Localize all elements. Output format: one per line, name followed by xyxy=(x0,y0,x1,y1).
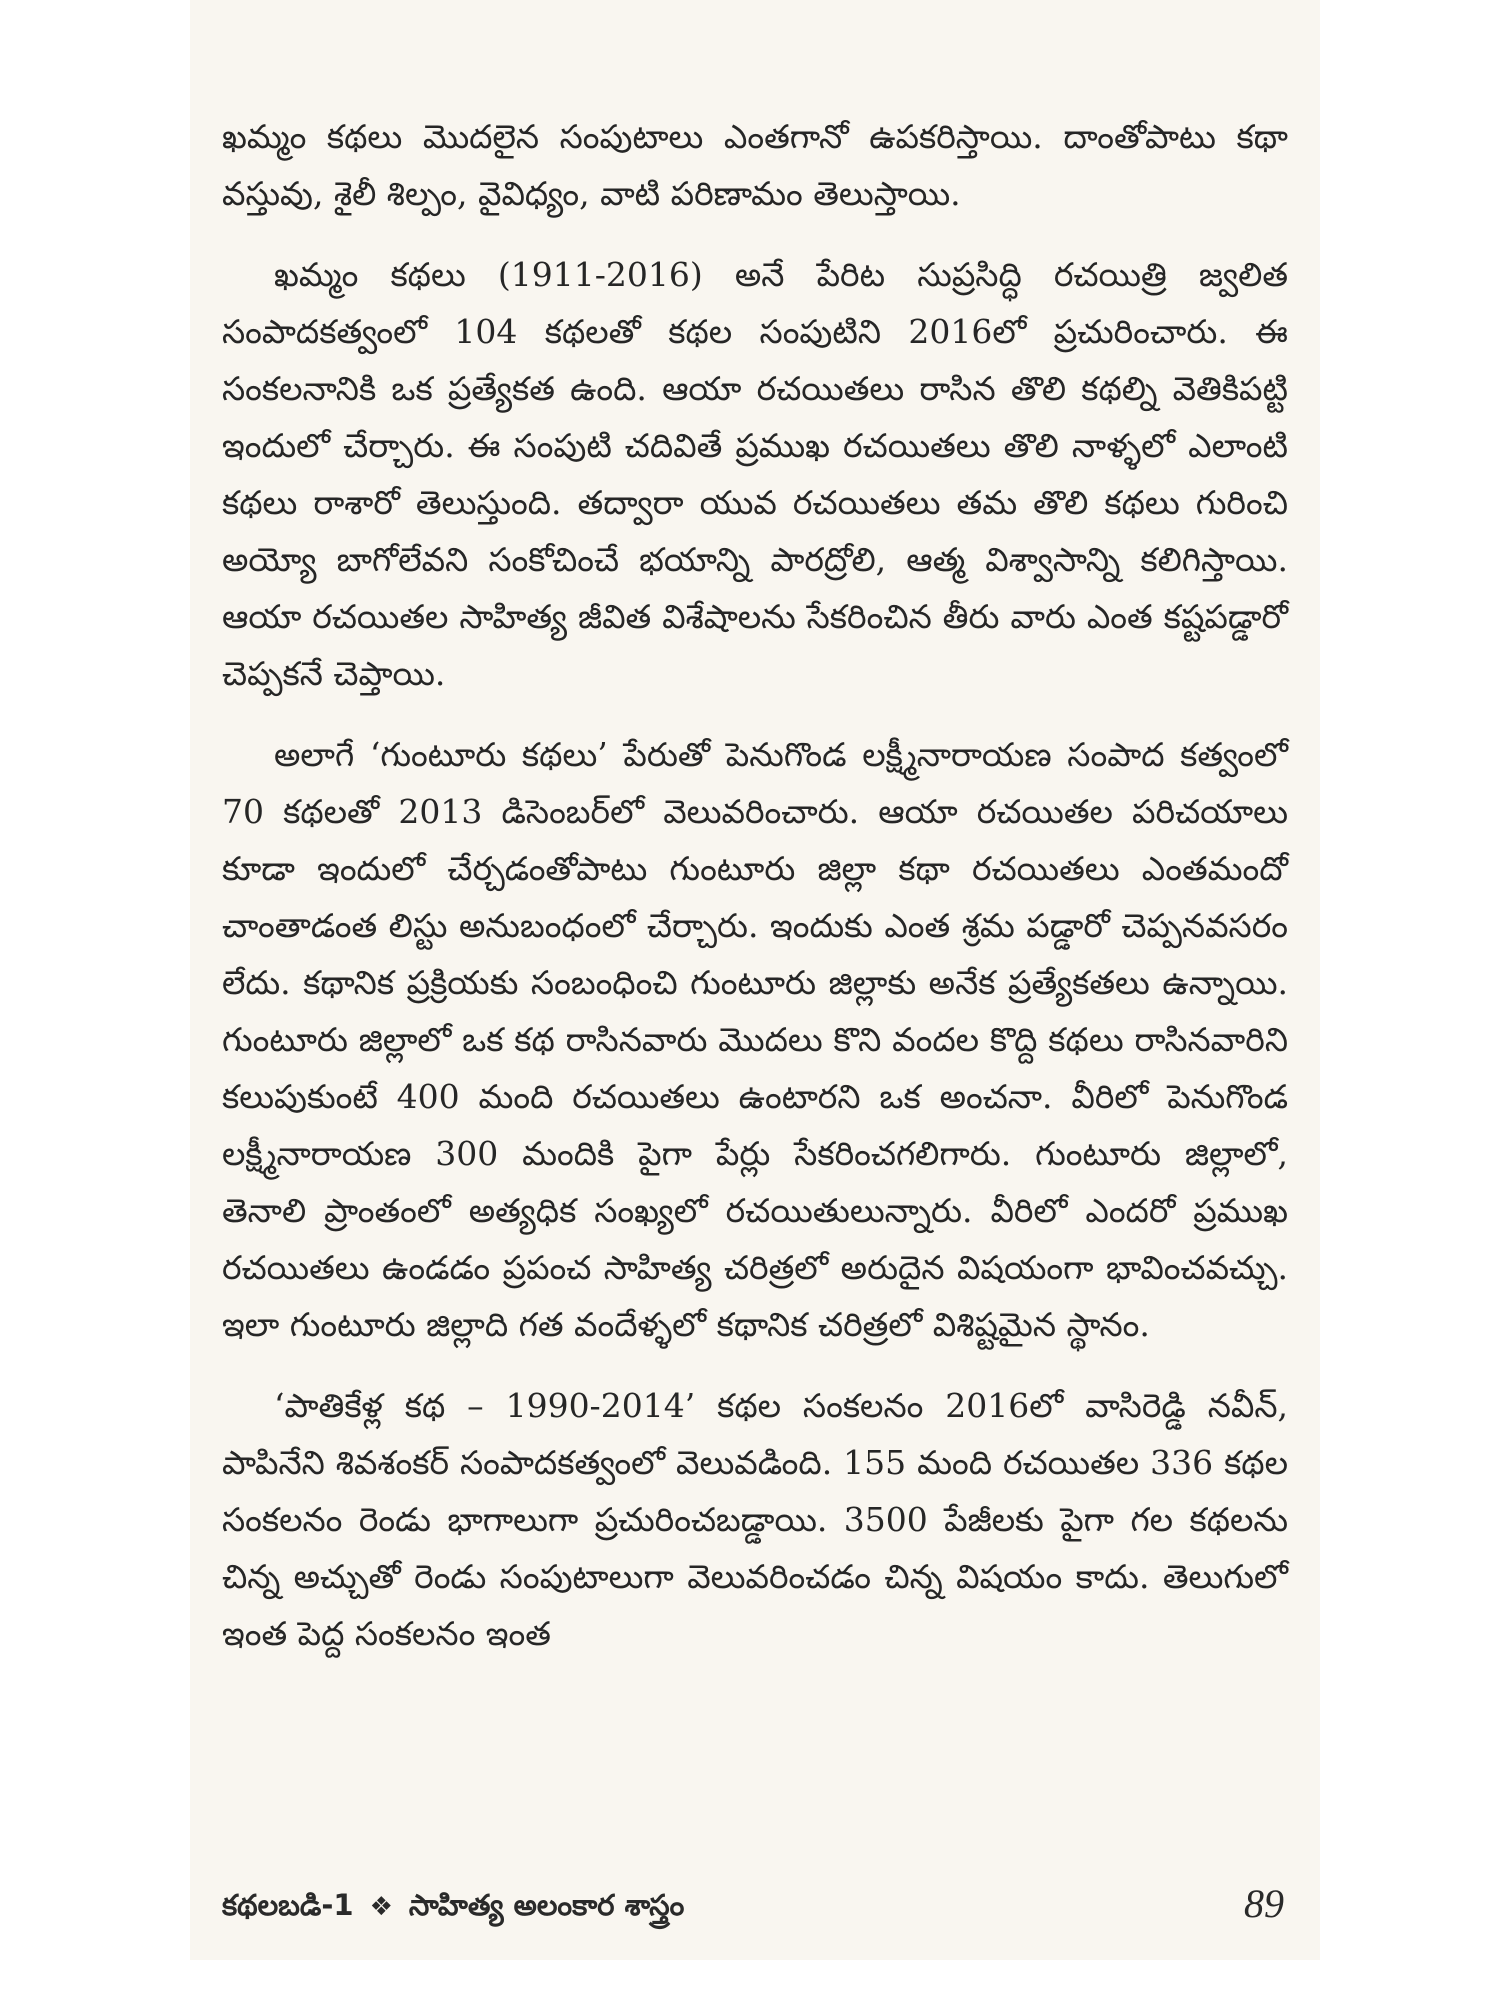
page-body xyxy=(222,108,1288,1686)
page-footer xyxy=(222,1880,1288,1940)
page-number: 89 xyxy=(1244,1881,1284,1926)
running-footer xyxy=(222,1888,684,1930)
paragraph-guntur-kathalu: అలాగే ‘గుంటూరు కథలు’ పేరుతో పెనుగొండ లక్ష్మీనారాయణ సంపాద కత్వంలో 70 కథలతో 2013 డిసెంబర్‌లో వెలువరించారు. ఆయా రచయితల పరిచయాలు కూడా ఇందులో చేర్చడంతోపాటు గుంటూరు జిల్లా కథా రచయితలు ఎంతమందో చాంతాడంత లిస్టు అనుబంధంలో చేర్చారు. ఇందుకు ఎంత శ్రమ పడ్డారో చెప్పనవసరం లేదు. కథానిక ప్రక్రియకు సంబంధించి గుంటూరు జిల్లాకు అనేక ప్రత్యేకతలు ఉన్నాయి. గుంటూరు జిల్లాలో ఒక కథ రాసినవారు మొదలు కొని వందల కొద్ది కథలు రాసినవారిని కలుపుకుంటే 400 మంది రచయితలు ఉంటారని ఒక అంచనా. వీరిలో పెనుగొండ లక్ష్మీనారాయణ 300 మందికి పైగా పేర్లు సేకరించగలిగారు. గుంటూరు జిల్లాలో, తెనాలి ప్రాంతంలో అత్యధిక సంఖ్యలో రచయితులున్నారు. వీరిలో ఎందరో ప్రముఖ రచయితలు ఉండడం ప్రపంచ సాహిత్య చరిత్రలో అరుదైన విషయంగా భావించవచ్చు. ఇలా గుంటూరు జిల్లాది గత వందేళ్ళలో కథానిక చరిత్రలో విశిష్టమైన స్థానం. xyxy=(222,735,1288,1344)
chapter-title: సాహిత్య అలంకార శాస్త్రం xyxy=(408,1888,685,1922)
book-title: కథలబడి-1 xyxy=(222,1888,354,1922)
paragraph-continuation: ఖమ్మం కథలు మొదలైన సంపుటాలు ఎంతగానో ఉపకరిస్తాయి. దాంతోపాటు కథా వస్తువు, శైలీ శిల్పం, వైవిధ్యం, వాటి పరిణామం తెలుస్తాయి. xyxy=(222,117,1288,213)
separator-ornament-icon: ❖ xyxy=(369,1892,393,1922)
paragraph-khammam-kathalu: ఖమ్మం కథలు (1911-2016) అనే పేరిట సుప్రసిద్ధి రచయిత్రి జ్వలిత సంపాదకత్వంలో 104 కథలతో కథల సంపుటిని 2016లో ప్రచురించారు. ఈ సంకలనానికి ఒక ప్రత్యేకత ఉంది. ఆయా రచయితలు రాసిన తొలి కథల్ని వెతికిపట్టి ఇందులో చేర్చారు. ఈ సంపుటి చదివితే ప్రముఖ రచయితలు తొలి నాళ్ళలో ఎలాంటి కథలు రాశారో తెలుస్తుంది. తద్వారా యువ రచయితలు తమ తొలి కథలు గురించి అయ్యో బాగోలేవని సంకోచించే భయాన్ని పారద్రోలి, ఆత్మ విశ్వాసాన్ని కలిగిస్తాయి. ఆయా రచయితల సాహిత్య జీవిత విశేషాలను సేకరించిన తీరు వారు ఎంత కష్టపడ్డారో చెప్పకనే చెప్తాయి. xyxy=(222,255,1288,693)
paragraph-patikella-katha: ‘పాతికేళ్ల కథ – 1990-2014’ కథల సంకలనం 2016లో వాసిరెడ్డి నవీన్, పాపినేని శివశంకర్ సంపాదకత్వంలో వెలువడింది. 155 మంది రచయితల 336 కథల సంకలనం రెండు భాగాలుగా ప్రచురించబడ్డాయి. 3500 పేజీలకు పైగా గల కథలను చిన్న అచ్చుతో రెండు సంపుటాలుగా వెలువరించడం చిన్న విషయం కాదు. తెలుగులో ఇంత పెద్ద సంకలనం ఇంత xyxy=(222,1386,1288,1653)
